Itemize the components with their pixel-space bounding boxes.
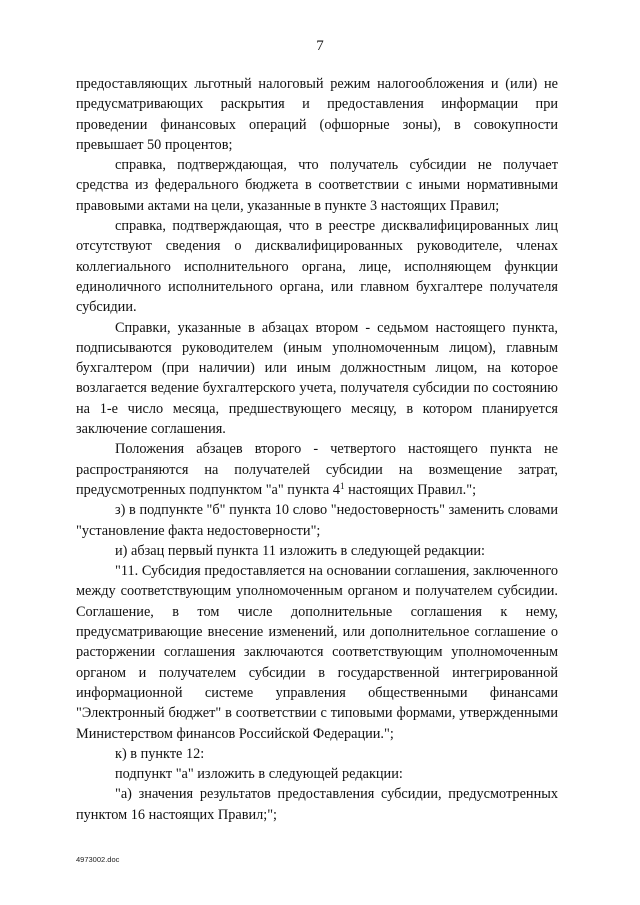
document-body — [76, 74, 558, 825]
paragraph-disqualified-persons-certificate: справка, подтверждающая, что в реестре дисквалифицированных лиц отсутствуют сведения о дисквалифицированных руководителе, членах коллегиального исполнительного органа, лице, исполняющем функции единоличного исполнительного органа, или главном бухгалтере получателя субсидии. — [76, 218, 558, 316]
document-footer-filename: 4973002.doc — [76, 855, 120, 864]
paragraph-provisions-exception — [76, 439, 558, 500]
paragraph-item-11-quote: "11. Субсидия предоставляется на основании соглашения, заключенного между соответствующим уполномоченным органом и получателем субсидии. Соглашение, в том числе дополнительные соглашения к нему, предусматривающие внесение изменений, или дополнительное соглашение о расторжении соглашения заключаются соответствующим уполномоченным органом и получателем субсидии в государственной интегрированной информационной системе управления общественными финансами "Электронный бюджет" в соответствии с типовыми формами, утвержденными Министерством финансов Российской Федерации."; — [76, 563, 558, 742]
page-number: 7 — [316, 38, 324, 54]
paragraph-federal-budget-certificate: справка, подтверждающая, что получатель субсидии не получает средства из федерального бюджета в соответствии с иными нормативными правовыми актами на цели, указанные в пункте 3 настоящих Правил; — [76, 157, 558, 214]
paragraph-subpoint-a-quote: "а) значения результатов предоставления субсидии, предусмотренных пунктом 16 настоящих Правил;"; — [76, 786, 558, 823]
paragraph-subitem-k: к) в пункте 12: — [115, 745, 205, 762]
paragraph-continuation: предоставляющих льготный налоговый режим налогообложения и (или) не предусматривающих раскрытия и предоставления информации при проведении финансовых операций (офшорные зоны), в совокупности превышает 50 процентов; — [76, 76, 558, 153]
paragraph-subitem-z: з) в подпункте "б" пункта 10 слово "недостоверность" заменить словами "установление факта недостоверности"; — [76, 502, 558, 539]
paragraph-provisions-tail: настоящих Правил."; — [344, 481, 477, 498]
superscript-one: 1 — [340, 480, 345, 491]
paragraph-subpoint-a-intro: подпункт "а" изложить в следующей редакции: — [115, 766, 403, 783]
paragraph-subitem-i: и) абзац первый пункта 11 изложить в следующей редакции: — [115, 542, 485, 559]
paragraph-certificates-signing: Справки, указанные в абзацах втором - седьмом настоящего пункта, подписываются руководителем (иным уполномоченным лицом), главным бухгалтером (при наличии) или иным должностным лицом, на которое возлагается ведение бухгалтерского учета, получателя субсидии по состоянию на 1-е число месяца, предшествующего месяцу, в котором планируется заключение соглашения. — [76, 319, 558, 438]
paragraph-provisions-text: Положения абзацев второго - четвертого настоящего пункта не распространяются на получателей субсидии на возмещение затрат, предусмотренных подпунктом "а" пункта 4 — [76, 441, 558, 498]
